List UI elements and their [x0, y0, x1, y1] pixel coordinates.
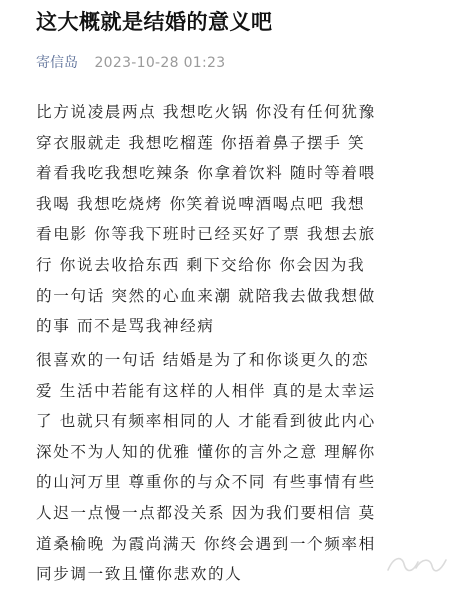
paragraph-1: [36, 97, 436, 342]
text-line: 道桑榆晚 为霞尚满天 你终会遇到一个频率相: [36, 534, 376, 553]
text-line: 行 你说去收拾东西 剩下交给你 你会因为我: [36, 255, 366, 274]
text-line: 人迟一点慢一点都没关系 因为我们要相信 莫: [36, 503, 376, 522]
watermark-logo: [382, 550, 452, 578]
text-line: 的事 而不是骂我神经病: [36, 317, 215, 336]
publish-datetime: 2023-10-28 01:23: [94, 55, 226, 71]
text-line: 深处不为人知的优雅 懂你的言外之意 理解你: [36, 442, 376, 461]
author-link[interactable]: 寄信岛: [36, 55, 78, 71]
text-line: 的山河万里 尊重你的与众不同 有些事情有些: [36, 473, 376, 492]
text-line: 了 也就只有频率相同的人 才能看到彼此内心: [36, 412, 376, 431]
text-line: 的一句话 突然的心血来潮 就陪我去做我想做: [36, 286, 376, 305]
text-line: 着看我吃我想吃辣条 你拿着饮料 随时等着喂: [36, 164, 376, 183]
text-line: 我喝 我想吃烧烤 你笑着说啤酒喝点吧 我想: [36, 194, 366, 213]
text-line: 很喜欢的一句话 结婚是为了和你谈更久的恋: [36, 351, 370, 369]
text-line: 爱 生活中若能有这样的人相伴 真的是太幸运: [36, 381, 376, 400]
article-meta: [36, 52, 225, 72]
article-title: 这大概就是结婚的意义吧: [36, 10, 273, 34]
text-line: 比方说凌晨两点 我想吃火锅 你没有任何犹豫: [36, 103, 376, 121]
text-line: 同步调一致且懂你悲欢的人: [36, 565, 243, 584]
text-line: 穿衣服就走 我想吃榴莲 你捂着鼻子摆手 笑: [36, 133, 366, 152]
paragraph-2: [36, 345, 436, 590]
text-line: 看电影 你等我下班时已经买好了票 我想去旅: [36, 225, 376, 244]
